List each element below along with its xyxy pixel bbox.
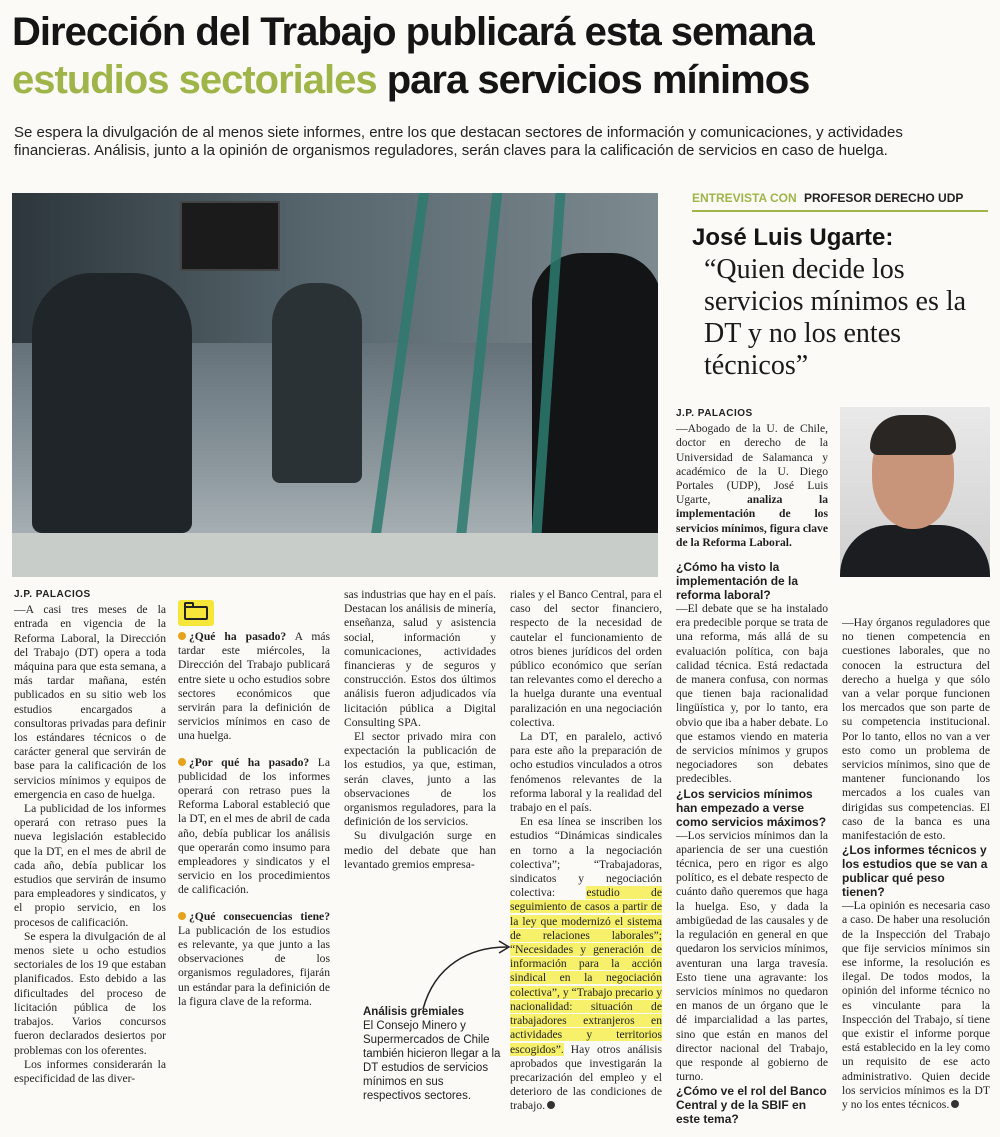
orange-dot-icon xyxy=(178,912,186,920)
photo-poster xyxy=(180,201,280,271)
photo-person-left xyxy=(32,273,192,533)
paragraph: Su divulgación surge en medio del debate que han levantado gremios empresa- xyxy=(344,829,496,871)
paragraph: riales y el Banco Central, para el caso del sector financiero, respecto de la necesidad de cautelar el funcionamiento de otros bienes jurídicos del orden público económico que serían tan relevantes como el derecho a la huelga durante una eventual paralización en una negociación colectiva. xyxy=(510,588,662,729)
interview-quote: “Quien decide los servicios mínimos es la DT y no los entes técnicos” xyxy=(704,254,967,381)
interview-question: ¿Los servicios mínimos han empezado a verse como servicios máximos? xyxy=(676,786,827,829)
paragraph: La publicidad de los informes operará con retraso pues la nueva legislación establecido que la DT, en el mes de abril de cada año, debía publicar los estudios que servirán de insumo para empleadores y sindicatos, y el propio servicio, en los procesos de calificación. xyxy=(14,802,166,929)
main-photo xyxy=(12,193,658,577)
interview-question: ¿Los informes técnicos y los estudios que se van a publicar qué peso tienen? xyxy=(842,843,988,900)
interview-answer: —Los servicios mínimos dan la apariencia de ser una cuestión técnica, pero en rigor es algo político, es el debate respecto de cuánto daño queremos que haga la huelga. Eso, y dada la ambigüedad de las causales y de la regulación en general en que quedaron los servicios mínimos, aventuran una larga travesía. Esto tiene una agravante: los servicios mínimos no quedaron en manos de un órgano que le dé imparcialidad a las partes, sino que están en manos del director nacional del Trabajo, que responde al gobierno de turno. xyxy=(676,828,828,1084)
interview-answer: —El debate que se ha instalado era predecible porque se trata de una reforma, más allá de su evaluación política, con baja calidad técnica. Está redactada de manera confusa, con normas que tienen baja racionalidad lingüística y, por lo tanto, era obvio que iba a haber debate. Lo que estamos viendo en materia de servicios mínimos y grupos negociadores son debates predecibles. xyxy=(676,602,828,786)
end-mark-icon xyxy=(951,1100,959,1108)
portrait-hair xyxy=(870,415,956,455)
bio-bold: analiza la implementación de los servicios mínimos, figura clave de la Reforma Laboral. xyxy=(676,493,828,549)
paragraph: Se espera la divulgación de al menos siete u ocho estudios sectoriales de los 19 que estaban planificados. Esto debido a las dificultades del proceso de licitación pública de los trabajos. Varios concursos fueron declarados desiertos por problemas con los oferentes. xyxy=(14,929,166,1057)
highlighted-text: estudio de seguimiento de casos a partir de la ley que modernizó el sistema de relaciones laborales”; “Necesidades y generación de información para la acción sindical en la negociación colectiva”, y “Trabajo precario y nacionalidad: situación de trabajadores extranjeros en actividades y territorios escogidos”. xyxy=(510,886,662,1056)
paragraph: —A casi tres meses de la entrada en vigencia de la Reforma Laboral, la Dirección del Trabajo (DT) opera a toda máquina para que esta semana, a más tardar mañana, estén publicados en su sitio web los estudios encargados a consultoras privadas para definir los estándares técnicos o de carácter general que servirán de base para la calificación de los servicios mínimos y equipos de emergencia en caso de huelga. xyxy=(14,603,166,801)
interviewee-name: José Luis Ugarte: xyxy=(692,224,894,251)
qa-answer: La publicidad de los informes operará con retraso pues la Reforma Laboral estableció que la DT, en el mes de abril de cada año, debía publicar los análisis que operarán como insumo para empleadores y sindicatos y el servicio en los procedimientos de calificación. xyxy=(178,755,330,897)
orange-dot-icon xyxy=(178,758,186,766)
sidebar-title: Análisis gremiales xyxy=(363,1006,464,1018)
byline: J.P. PALACIOS xyxy=(14,589,91,600)
text-run: En esa línea se inscriben los estudios “Dinámicas sindicales en torno a la negociación colectiva”; “Trabajadoras, sindicatos y negociación colectiva: xyxy=(510,815,662,900)
qa-item xyxy=(178,910,330,1009)
bio-text: —Abogado de la U. de Chile, doctor en derecho de la Universidad de Salamanca y académico de la U. Diego Portales (UDP), José Luis Ugarte, xyxy=(676,422,828,507)
qa-question: ¿Qué consecuencias tiene? xyxy=(189,909,330,923)
qa-answer: La publicación de los estudios es relevante, ya que junto a las observaciones de los organismos reguladores, fijarán un estándar para la definición de la figura clave de la reforma. xyxy=(178,923,330,1008)
folder-icon xyxy=(178,596,214,626)
byline: J.P. PALACIOS xyxy=(676,408,753,419)
paragraph xyxy=(676,422,828,550)
interview-kicker xyxy=(692,191,988,212)
photo-counter xyxy=(12,533,658,577)
lead-paragraph: Se espera la divulgación de al menos siete informes, entre los que destacan sectores de información y comunicaciones, y actividades financieras. Análisis, junto a la opinión de organismos reguladores, serán claves para la calificación de servicios en caso de huelga. xyxy=(14,124,903,159)
qa-item xyxy=(178,756,330,898)
interview-column-1 xyxy=(676,407,828,1126)
orange-dot-icon xyxy=(178,632,186,640)
interview-answer xyxy=(842,899,990,1112)
sidebar-text: El Consejo Minero y Supermercados de Chile también hicieron llegar a la DT estudios de servicios mínimos en sus respectivos sectores. xyxy=(363,1020,501,1102)
interview-kicker-label: ENTREVISTA CON xyxy=(692,191,797,205)
headline-line-1: Dirección del Trabajo publicará esta semana xyxy=(12,10,814,54)
article-column-4 xyxy=(510,588,662,1114)
interview-column-2 xyxy=(842,616,990,1112)
answer-text: —La opinión es necesaria caso a caso. De haber una resolución de la Inspección del Trabajo que fije servicios mínimos sin ese informe, la resolución es ilegal. De todos modos, la opinión del informe técnico no es vinculante para la Inspección del Trabajo, sí tiene que existir el informe porque está establecido en la ley como un requisito de ese acto administrativo. Quien decide los servicios mínimos es la DT y no los entes técnicos. xyxy=(842,899,990,1112)
article-column-3 xyxy=(344,588,496,872)
portrait-jacket xyxy=(840,525,990,577)
interview-question: ¿Cómo ha visto la implementación de la reforma laboral? xyxy=(676,560,799,603)
paragraph xyxy=(510,815,662,1113)
interviewee-portrait xyxy=(840,407,990,577)
headline xyxy=(12,8,992,104)
qa-answer: A más tardar este miércoles, la Dirección del Trabajo publicará entre siete u ocho estudios sobre sectores económicos que servirán para la definición de servicios mínimos en caso de una huelga. xyxy=(178,630,330,743)
qa-item xyxy=(178,630,330,744)
text-run: Hay otros análisis aprobados que investigarán la precarización del empleo y el deterioro de las condiciones de trabajo. xyxy=(510,1042,662,1113)
interview-question: ¿Cómo ve el rol del Banco Central y de la SBIF en este tema? xyxy=(676,1084,827,1127)
interview-kicker-topic: PROFESOR DERECHO UDP xyxy=(804,191,964,205)
interview-answer: —Hay órganos reguladores que no tienen competencia en cuestiones laborales, que no conocen la estructura del derecho a huelga y que sólo van a velar porque funcionen los mercados que son parte de su competencia institucional. Por lo tanto, ellos no van a ver esto como un problema de servicios mínimos, sino que de mantener funcionando los mercados a los cuales van dirigidas sus competencias. El caso de la banca es una manifestación de esto. xyxy=(842,616,990,843)
article-column-1 xyxy=(14,588,166,1086)
callout-arrow-icon xyxy=(415,935,515,1015)
paragraph: sas industrias que hay en el país. Destacan los análisis de minería, enseñanza, salud y asistencia social, información y comunicaciones, actividades financieras y de seguros y construcción. Estos dos últimos análisis fueron adjudicados vía licitación pública a Digital Consulting SPA. xyxy=(344,588,496,729)
photo-person-center xyxy=(272,283,362,483)
sidebar-note xyxy=(363,1005,503,1103)
qa-question: ¿Por qué ha pasado? xyxy=(189,755,310,769)
headline-line-2: para servicios mínimos xyxy=(386,58,810,102)
paragraph: Los informes considerarán la especificidad de las diver- xyxy=(14,1057,166,1085)
headline-accent: estudios sectoriales xyxy=(12,58,377,102)
paragraph: La DT, en paralelo, activó para este año la preparación de ocho estudios vinculados a otros fenómenos relevantes de la reforma laboral y la realidad del trabajo en el país. xyxy=(510,730,662,815)
end-mark-icon xyxy=(547,1101,555,1109)
article-column-2-qa xyxy=(178,630,330,1009)
paragraph: El sector privado mira con expectación la publicación de los estudios, ya que, estiman, serán claves, junto a las observaciones de los organismos reguladores, para la definición de los servicios. xyxy=(344,730,496,829)
qa-question: ¿Qué ha pasado? xyxy=(189,630,287,643)
